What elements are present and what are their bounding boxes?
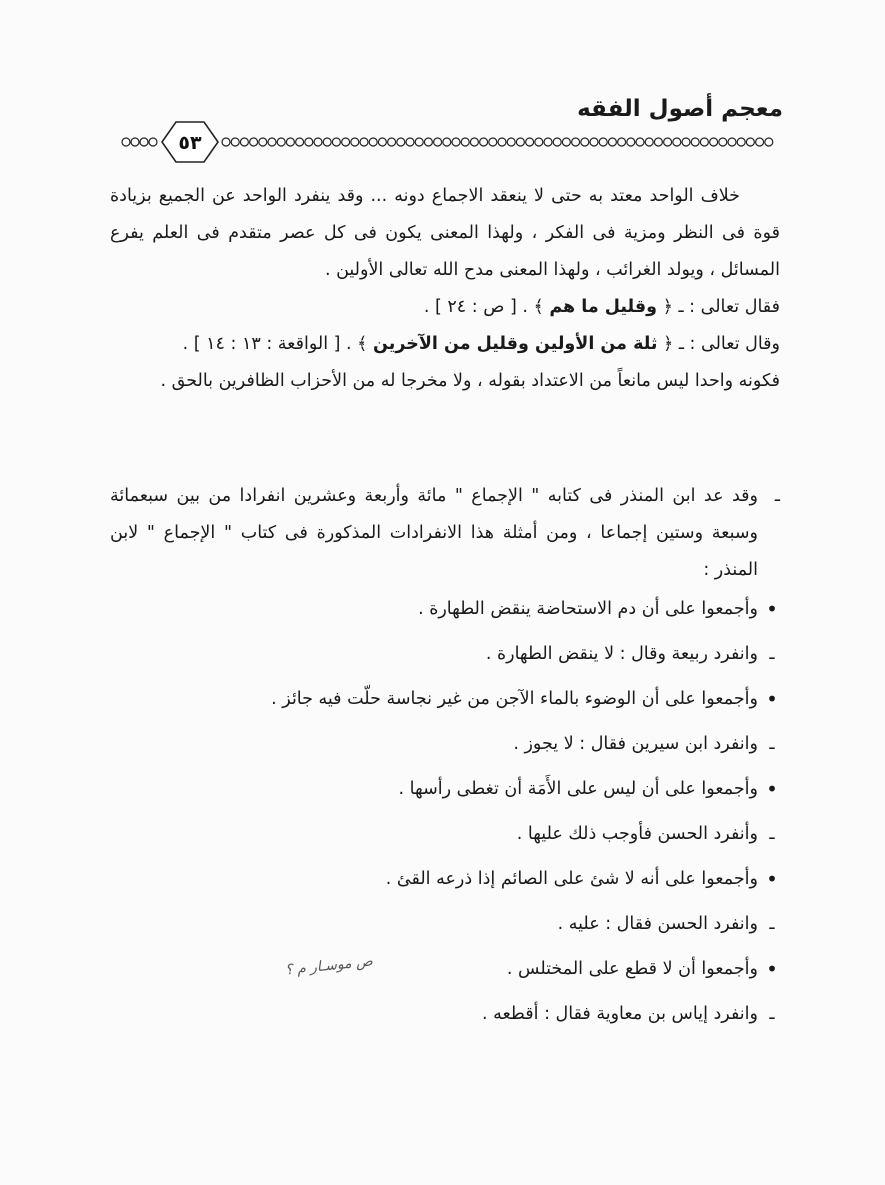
ornament-dot [314, 138, 322, 146]
bullet-dash-icon [764, 642, 780, 667]
ornament-dot [342, 138, 350, 146]
paragraph-1-end: فكونه واحدا ليس مانعاً من الاعتداد بقوله ، ولا مخرجا له من الأحزاب الظافرين بالحق . [160, 371, 780, 391]
ornament-dot [636, 138, 644, 146]
list-item [110, 867, 780, 892]
list-item-text: وانفرد ابن سيرين فقال : لا يجوز . [513, 734, 758, 754]
ornament-dot [131, 138, 139, 146]
list-item [110, 957, 780, 982]
list-item [110, 687, 780, 712]
bullet-dot-icon [764, 867, 780, 894]
ornament-dot [406, 138, 414, 146]
ornament-dot [700, 138, 708, 146]
ornament-dot [323, 138, 331, 146]
paragraph-1: خلاف الواحد معتد به حتى لا ينعقد الاجماع دونه ... وقد ينفرد الواحد عن الجميع بزيادة قوة فى النظر ومزية فى الفكر ، ولهذا المعنى يكون فى كل عصر متقدم فى العلم يفرع المسائل ، ويولد الغرائب ، ولهذا المعنى مدح الله تعالى الأولين . [110, 186, 780, 280]
ornament-dot [286, 138, 294, 146]
ornament-dot [710, 138, 718, 146]
list-item-text: وأجمعوا على أن دم الاستحاضة ينقض الطهارة . [418, 599, 758, 619]
ornament-dot [470, 138, 478, 146]
list-item [110, 777, 780, 802]
ornament-dot [535, 138, 543, 146]
ornament-dot [369, 138, 377, 146]
ornament-dot [590, 138, 598, 146]
quote-1-open: ﴿ [662, 297, 673, 317]
bullet-dash-icon [764, 912, 780, 937]
ornament-dot [737, 138, 745, 146]
ornament-dot [627, 138, 635, 146]
quote-line-1 [110, 289, 780, 326]
handwritten-margin-note: ص موسـار م ؟ [284, 953, 374, 979]
list-item-text: وأجمعوا على أنه لا شئ على الصائم إذا ذرعه القئ . [385, 869, 758, 889]
ornament-dot [526, 138, 534, 146]
ornament-dot [378, 138, 386, 146]
bullet-dot-icon [764, 957, 780, 984]
list-item-text: وانفرد الحسن فقال : عليه . [557, 914, 758, 934]
ornament-dot [719, 138, 727, 146]
ornament-dot [277, 138, 285, 146]
ornament-dot [397, 138, 405, 146]
ornament-dot [516, 138, 524, 146]
bullet-dot-icon [764, 777, 780, 804]
list-item [110, 642, 780, 667]
list-item [110, 822, 780, 847]
bullet-dot-icon [764, 687, 780, 714]
ornament-dot [691, 138, 699, 146]
ornament-dot [581, 138, 589, 146]
list-item [110, 597, 780, 622]
ornament-dot [553, 138, 561, 146]
bullet-dash-icon [764, 732, 780, 757]
quote-1-lead: فقال تعالى : ـ [678, 297, 780, 317]
ornament-dot [572, 138, 580, 146]
ornament-dot [645, 138, 653, 146]
quote-2-verse: ثلة من الأولين وقليل من الآخرين [373, 334, 658, 354]
list-item-text: وانفرد إياس بن معاوية فقال : أقطعه . [481, 1004, 758, 1024]
bullet-dash-icon [764, 1002, 780, 1027]
ornament-dot [443, 138, 451, 146]
ornament-dot [296, 138, 304, 146]
ornament-dot [122, 138, 130, 146]
page-number: ٥٣ [178, 132, 202, 154]
ornament-dot [415, 138, 423, 146]
ornament-dot [480, 138, 488, 146]
quote-2-lead: وقال تعالى : ـ [678, 334, 780, 354]
ornament-dot [728, 138, 736, 146]
bullet-dash-icon [764, 822, 780, 847]
ornament-dot [608, 138, 616, 146]
ornament-dot [507, 138, 515, 146]
list-item-text: وأجمعوا على أن ليس على الأَمَة أن تغطى رأسها . [398, 779, 758, 799]
quote-2-ref: . [ الواقعة : ١٣ : ١٤ ] . [182, 334, 352, 354]
ornament-dot [654, 138, 662, 146]
ornament-dot [351, 138, 359, 146]
list-item-text: وأجمعوا على أن الوضوء بالماء الآجن من غير نجاسة حلّت فيه جائز . [271, 689, 758, 709]
ornament-dot [424, 138, 432, 146]
ornament-dot [765, 138, 773, 146]
ornament-dot [222, 138, 230, 146]
quote-1-close: ﴾ [533, 297, 544, 317]
ornament-dot [259, 138, 267, 146]
quote-1-ref: . [ ص : ٢٤ ] . [423, 297, 528, 317]
ornament-dot [618, 138, 626, 146]
ornament-dot [250, 138, 258, 146]
intro-text: وقد عد ابن المنذر فى كتابه " الإجماع " مائة وأربعة وعشرين انفرادا من بين سبعمائة وسبعة وستين إجماعا ، ومن أمثلة هذا الانفرادات المذكورة فى كتاب " الإجماع " لابن المنذر : [110, 486, 758, 580]
bullet-dot-icon [764, 597, 780, 624]
ornament-dot [452, 138, 460, 146]
ornament-dot [562, 138, 570, 146]
ornament-dot [231, 138, 239, 146]
page-header-title: معجم أصول الفقه [577, 96, 783, 122]
ornament-dot [268, 138, 276, 146]
ornament-dot [664, 138, 672, 146]
ornament-dot [149, 138, 157, 146]
ornament-dot [756, 138, 764, 146]
list-item-text: وأنفرد الحسن فأوجب ذلك عليها . [516, 824, 758, 844]
section-intro [110, 478, 780, 589]
ornament-dot [360, 138, 368, 146]
quote-2-close: ﴾ [357, 334, 368, 354]
main-paragraph [110, 178, 780, 400]
list-item-text: وانفرد ربيعة وقال : لا ينقض الطهارة . [485, 644, 758, 664]
quote-1-verse: وقليل ما هم [549, 297, 658, 317]
list-item [110, 1002, 780, 1027]
section-examples [110, 478, 780, 1047]
ornament-dot [746, 138, 754, 146]
intro-dash: ـ [774, 486, 780, 506]
ornament-dot [434, 138, 442, 146]
quote-2-open: ﴿ [663, 334, 674, 354]
ornament-dot [240, 138, 248, 146]
ornament-dot [544, 138, 552, 146]
ornament-dot [599, 138, 607, 146]
ornament-dot [489, 138, 497, 146]
ornament-dot [673, 138, 681, 146]
ornament-dot [140, 138, 148, 146]
ornament-dot [682, 138, 690, 146]
list-item-text: وأجمعوا أن لا قطع على المختلس . [506, 959, 758, 979]
ornament-dot [498, 138, 506, 146]
list-item [110, 912, 780, 937]
ornament-dot [461, 138, 469, 146]
ornament-dot [388, 138, 396, 146]
quote-line-2 [110, 326, 780, 363]
ornament-dot [332, 138, 340, 146]
ornament-dot [305, 138, 313, 146]
header-ornament-border [120, 118, 780, 166]
list-item [110, 732, 780, 757]
example-list [110, 597, 780, 1027]
